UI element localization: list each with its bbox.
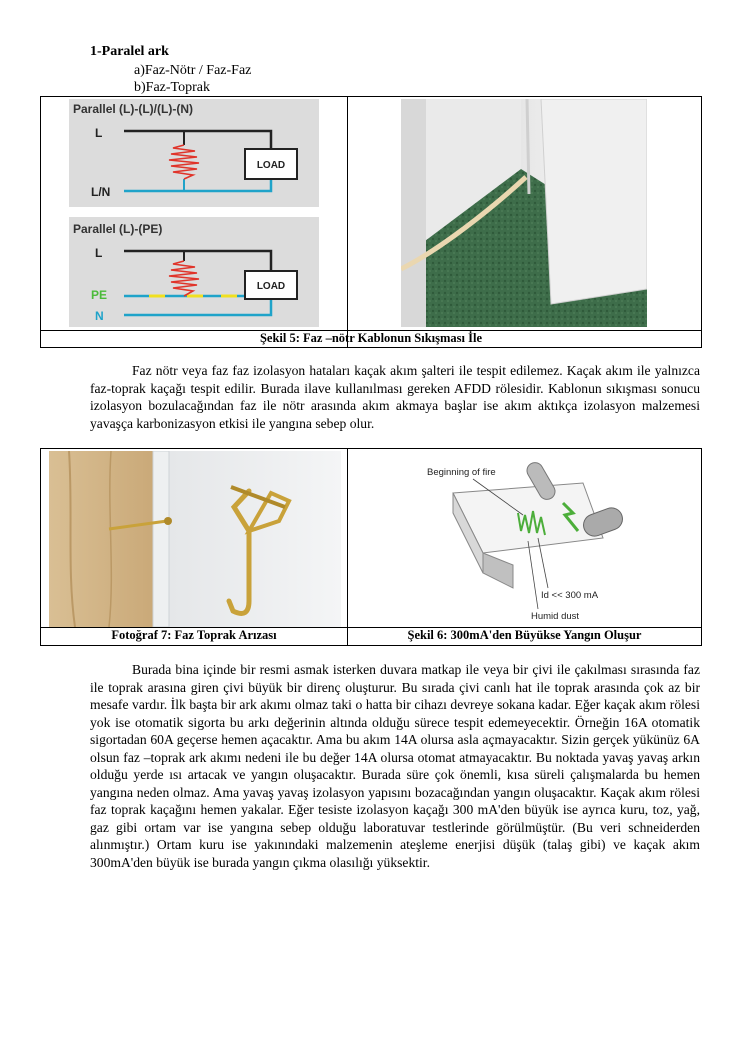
diagram-top-title: Parallel (L)-(L)/(L)-(N): [73, 102, 193, 116]
paragraph-1: Faz nötr veya faz faz izolasyon hataları kaçak akım şalteri ile tespit edilemez. Kaçak akım ile yalnızca faz-toprak kaçağı tespit edilir. Burada ilave kullanılması gereken AFDD rölesidir. Kablonun sıkışması sonucu izolasyon bozulacağından faz ile nötr arasında akım akmaya başlar ise akım aktıkça izolasyon malzemesi yavaşça karbonizasyon etkisi ile yangına sebep olur.: [90, 363, 700, 431]
diagram-top-load: LOAD: [256, 160, 286, 171]
section-title: 1-Paralel ark: [90, 44, 169, 59]
squeezed-cable-photo: [401, 99, 647, 327]
figure2-table: [40, 448, 702, 646]
diagram-top-label-n: L/N: [91, 185, 111, 199]
figure1-caption: Şekil 5: Faz –nötr Kablonun Sıkışması İle: [259, 331, 483, 345]
parallel-arc-diagrams: [69, 99, 319, 327]
diagram-bottom-title: Parallel (L)-(PE): [73, 222, 163, 236]
figure6-caption: Şekil 6: 300mA'den Büyükse Yangın Oluşur: [407, 628, 642, 642]
diagram-bottom-label-n: N: [95, 309, 104, 323]
subsection-a: a)Faz-Nötr / Faz-Faz: [134, 63, 252, 78]
diagram-top-label-l: L: [95, 126, 103, 140]
subsection-b: b)Faz-Toprak: [134, 80, 210, 95]
fire-diagram: [413, 453, 643, 625]
nail-hook-photo: [49, 451, 341, 627]
fire-diagram-beginning-label: Beginning of fire: [427, 467, 496, 478]
figure1-table: [40, 96, 702, 348]
fire-diagram-current-label: Id << 300 mA: [541, 590, 599, 601]
diagram-bottom-load: LOAD: [256, 281, 286, 292]
paragraph-2: Burada bina içinde bir resmi asmak isterken duvara matkap ile veya bir çivi ile çakılması sırasında faz ile toprak arasına giren çivi büyük bir direnç oluşturur. Bu sırada çivi canlı hat ile toprak arasında çok az bir mesafe vardır. İlk başta bir ark akımı olmaz taki o hatta bir cihazı devreye sokana kadar. Eğer kaçak akım rölesi yok ise otomatik sigorta bu arkı değerinin altında olduğu sürece tespit edemeyecektir. Örneğin 16A otomatik sigortadan 60A geçerse hemen açacaktır. Ama bu akım 14A olursa asla açmayacaktır. Sizin gerçek yükünüz 6A olsun faz –toprak ark akımı nedeni ile bu değer 14A olursa otomat atmayacaktır. Bu noktada yavaş yavaş arkın olduğu yerde ısı artacak ve yangın oluşacaktır. Burada süre çok önemli, kısa süreli çalışmalarda bu hemen yangına neden olmaz. Ama yavaş yavaş izolasyon yapısını bozacağından yangın oluşacaktır. Kaçak akım rölesi faz toprak kaçağını hemen yakalar. Eğer tesiste izolasyon kaçağı 300 mA'den büyük ise ayrıca kuru, toz, yağ, gaz gibi ortam var ise yangına sebep olduğu laboratuvar testlerinde görülmüştür. (Bu veri schneiderden alınmıştır.) Ortam kuru ise yakınındaki malzemenin ateşleme enerjisi düşük (talaş gibi) ve kaçak akım 300mA'den büyük ise burada yangın çıkma olasılığı yüksektir.: [90, 662, 700, 870]
fire-diagram-dust-label: Humid dust: [531, 611, 580, 622]
diagram-bottom-label-pe: PE: [91, 288, 108, 302]
diagram-bottom-label-l: L: [95, 246, 103, 260]
photo7-caption: Fotoğraf 7: Faz Toprak Arızası: [111, 628, 277, 642]
